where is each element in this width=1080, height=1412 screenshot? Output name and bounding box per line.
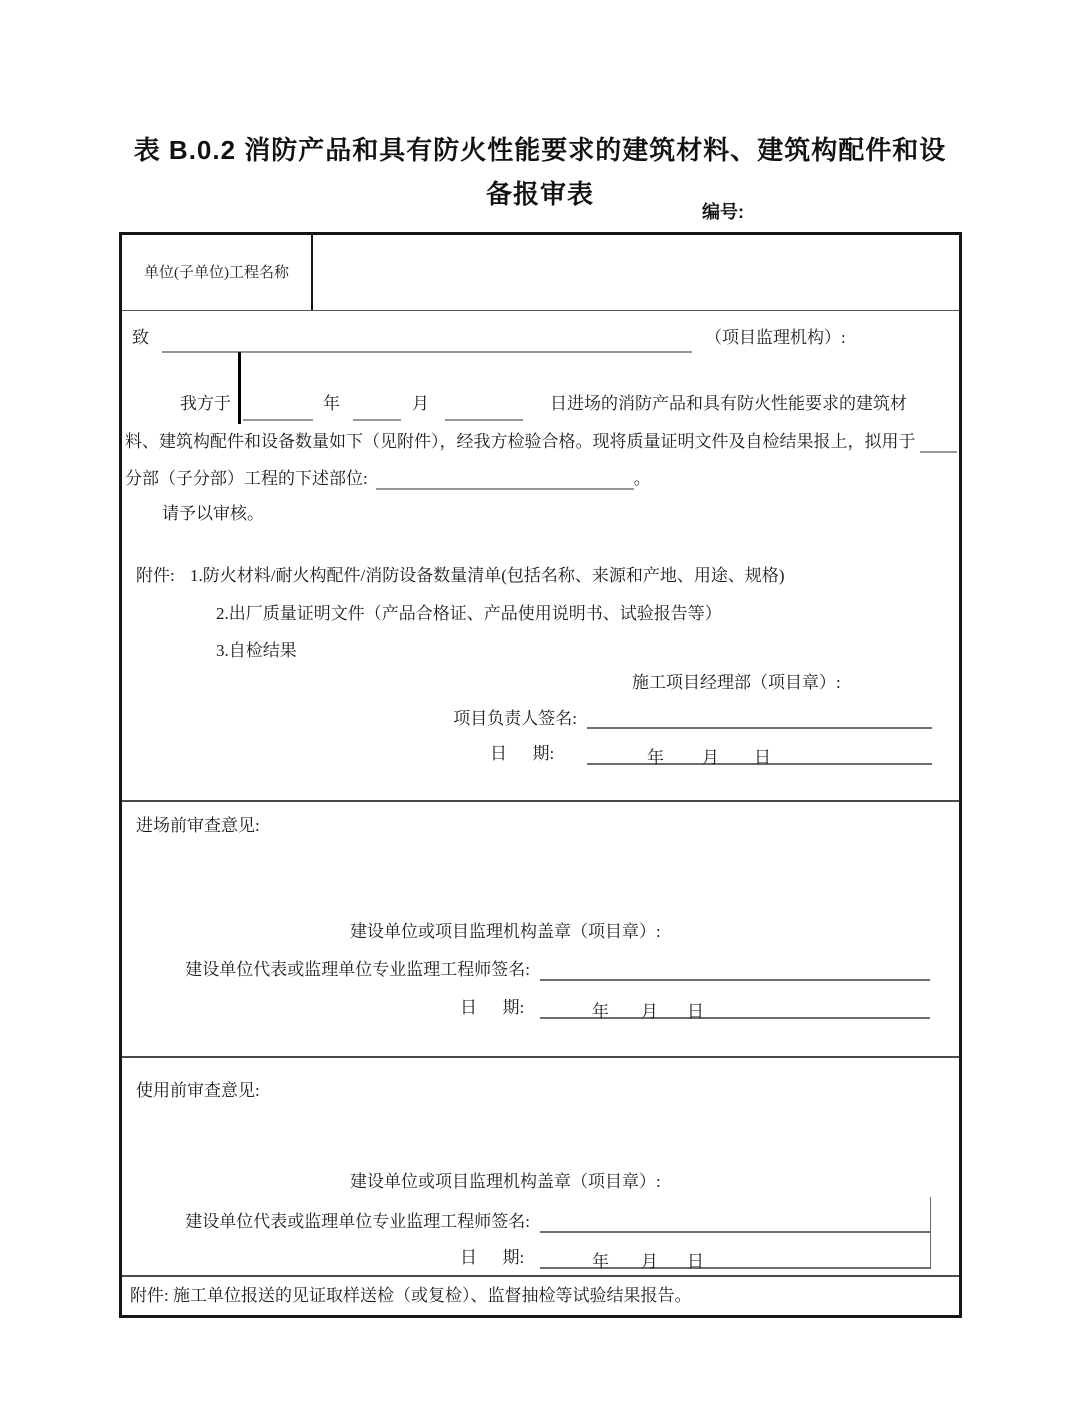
row-divider-2 — [122, 800, 959, 802]
pre-use-date-year: 年 — [592, 1252, 609, 1271]
pre-entry-date-year: 年 — [592, 1002, 609, 1021]
pre-entry-stamp-label: 建设单位或项目监理机构盖章（项目章）: — [350, 922, 661, 941]
body-line2: 料、建筑构配件和设备数量如下（见附件），经我方检验合格。现将质量证明文件及自检结果报上，拟用于 — [125, 432, 916, 451]
contractor-date-day: 日 — [754, 748, 771, 767]
attachment-item-2: 2.出厂质量证明文件（产品合格证、产品使用说明书、试验报告等） — [216, 604, 722, 623]
attachments-label: 附件: — [136, 566, 175, 585]
vertical-rule-artifact — [238, 352, 241, 424]
month-label: 月 — [412, 394, 429, 413]
year-blank — [243, 397, 313, 421]
subdivision-blank — [920, 431, 958, 453]
footer-note: 附件: 施工单位报送的见证取样送检（或复检）、监督抽检等试验结果报告。 — [130, 1286, 692, 1305]
signature-box-right-border — [930, 1197, 931, 1269]
pre-entry-signature-blank — [540, 957, 930, 981]
pre-entry-date-label: 日 期: — [460, 998, 525, 1017]
pre-use-sign-label: 建设单位代表或监理单位专业监理工程师签名: — [185, 1212, 530, 1231]
form-table — [119, 232, 962, 1318]
to-blank — [162, 329, 692, 353]
supervisor-org-label: （项目监理机构）: — [705, 328, 846, 347]
pre-entry-date-blank — [540, 995, 930, 1019]
pre-entry-review-title: 进场前审查意见: — [136, 816, 260, 835]
body-line3-period: 。 — [633, 469, 651, 488]
day-blank — [445, 397, 523, 421]
contractor-date-label: 日 期: — [490, 744, 555, 763]
pre-use-date-day: 日 — [687, 1252, 704, 1271]
contractor-date-year: 年 — [647, 748, 664, 767]
pre-use-date-label: 日 期: — [460, 1248, 525, 1267]
pre-use-review-title: 使用前审查意见: — [136, 1081, 260, 1100]
pre-entry-date-month: 月 — [641, 1002, 658, 1021]
pre-use-stamp-label: 建设单位或项目监理机构盖章（项目章）: — [350, 1172, 661, 1191]
body-line1-tail: 日进场的消防产品和具有防火性能要求的建筑材 — [550, 394, 907, 413]
contractor-date-blank — [587, 741, 932, 765]
serial-number-label: 编号: — [702, 202, 744, 222]
month-blank — [353, 397, 401, 421]
body-prefix: 我方于 — [180, 394, 231, 413]
row-divider-4 — [122, 1275, 959, 1277]
pre-use-date-blank — [540, 1245, 930, 1269]
page-title-line1: 表 B.0.2 消防产品和具有防火性能要求的建筑材料、建筑构配件和设 — [133, 135, 947, 165]
project-name-label: 单位(子单位)工程名称 — [144, 264, 289, 281]
contractor-signature-blank — [587, 705, 932, 729]
body-line3-label: 分部（子分部）工程的下述部位: — [125, 469, 368, 488]
contractor-sign-label: 项目负责人签名: — [453, 709, 577, 728]
to-label: 致 — [132, 328, 149, 347]
page-title — [60, 128, 1020, 216]
attachment-item-3: 3.自检结果 — [216, 641, 297, 660]
review-request: 请予以审核。 — [162, 504, 264, 523]
year-label: 年 — [323, 394, 340, 413]
header-cell-divider — [311, 235, 313, 310]
contractor-date-month: 月 — [702, 748, 719, 767]
attachment-item-1: 1.防火材料/耐火构配件/消防设备数量清单(包括名称、来源和产地、用途、规格) — [190, 566, 785, 585]
pre-use-signature-blank — [540, 1209, 930, 1233]
pre-entry-sign-label: 建设单位代表或监理单位专业监理工程师签名: — [185, 960, 530, 979]
page-title-line2: 备报审表 — [485, 179, 594, 209]
pre-entry-date-day: 日 — [687, 1002, 704, 1021]
row-divider-1 — [122, 310, 959, 311]
pre-use-date-month: 月 — [641, 1252, 658, 1271]
location-blank — [376, 470, 634, 490]
row-divider-3 — [122, 1056, 959, 1058]
contractor-stamp-label: 施工项目经理部（项目章）: — [632, 673, 841, 692]
